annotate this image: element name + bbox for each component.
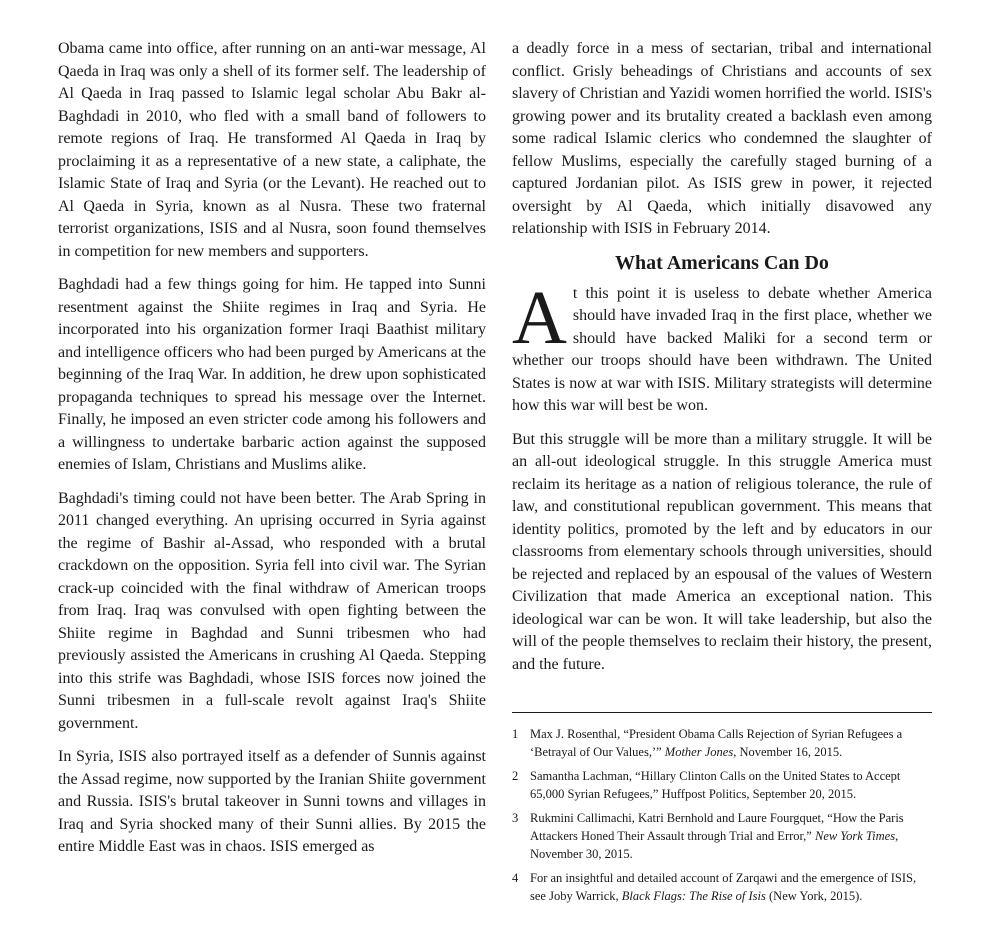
paragraph-syria: In Syria, ISIS also portrayed itself as a defender of Sunnis against the Assad regime, now supported by the Iranian Shiite government and Russia. ISIS's brutal takeover in Sunni towns and villages in Iraq and Syria shocked many of their Sunni allies. By 2015 the entire Middle East was in chaos. ISIS emerged as	[58, 748, 486, 855]
paragraph-dropcap	[512, 275, 932, 418]
footnote-number: 2	[512, 769, 519, 783]
left-column	[58, 38, 486, 870]
footnote-text: Samantha Lachman, “Hillary Clinton Calls on the United States to Accept 65,000 Syrian Refugees,” Huffpost Politics, September 20, 2015.	[530, 769, 901, 801]
footnote-number: 4	[512, 871, 519, 885]
paragraph-obama: Obama came into office, after running on an anti-war message, Al Qaeda in Iraq was only a shell of its former self. The leadership of Al Qaeda in Iraq passed to Islamic legal scholar Abu Bakr al-Baghdadi in 2010, who fled with a small band of followers to remote regions of Iraq. He transformed Al Qaeda in Iraq by proclaiming it as a representative of a new state, a caliphate, the Islamic State of Iraq and Syria (or the Levant). He reached out to Al Qaeda in Syria, known as al Nusra. These two fraternal terrorist organizations, ISIS and al Nusra, soon found themselves in competition for new members and supporters.	[58, 40, 486, 260]
footnote-title: Black Flags: The Rise of Isis	[621, 889, 766, 903]
section-heading: What Americans Can Do	[615, 251, 829, 274]
footnote-title: Mother Jones	[664, 745, 734, 759]
footnote-divider	[512, 712, 932, 713]
footnote	[512, 869, 932, 905]
footnote-text: Max J. Rosenthal, “President Obama Calls Rejection of Syrian Refugees a ‘Betrayal of Our Values,’” Mother Jones, November 16, 2015.	[530, 727, 903, 759]
paragraph-ideological-struggle: But this struggle will be more than a military struggle. It will be an all-out ideological struggle. In this struggle America must reclaim its heritage as a nation of religious tolerance, the rule of law, and constitutional republican government. This means that identity politics, promoted by the left and by educators in our classrooms from elementary schools through universities, should be rejected and replaced by an espousal of the values of Western Civilization that made America an exceptional nation. This ideological war can be won. It will take leadership, but also the will of the people themselves to reclaim their history, the present, and the future.	[512, 430, 932, 673]
footnote-title: New York Times	[814, 829, 896, 843]
footnote	[512, 725, 932, 761]
footnote-text: For an insightful and detailed account of Zarqawi and the emergence of ISIS, see Joby Warrick, Black Flags: The Rise of Isis (New York, 2015).	[530, 871, 917, 903]
drop-cap-letter: A	[512, 275, 567, 360]
paragraph-continuation: a deadly force in a mess of sectarian, tribal and international conflict. Grisly beheadings of Christians and accounts of sex slavery of Christian and Yazidi women horrified the world. ISIS's growing power and its brutality created a backlash even among some radical Islamic clerics who condemned the slaughter of fellow Muslims, especially the carefully staged burning of a captured Jordanian pilot. As ISIS grew in power, it rejected oversight by Al Qaeda, which initially disavowed any relationship with ISIS in February 2014.	[512, 40, 932, 237]
paragraph-baghdadi-timing: Baghdadi's timing could not have been better. The Arab Spring in 2011 changed everything. An uprising occurred in Syria against the regime of Bashir al-Assad, who responded with a brutal crackdown on the opposition. Syria fell into civil war. The Syrian crack-up coincided with the final withdraw of American troops from Iraq. Iraq was convulsed with open fighting between the Shiite regime in Baghdad and Sunni tribesmen who had previously assisted the Americans in crushing Al Qaeda. Stepping into this strife was Baghdadi, whose ISIS forces now joined the Sunni tribesmen in a full-scale revolt against Iraq's Shiite government.	[58, 489, 486, 732]
footnote-number: 1	[512, 727, 519, 741]
right-column	[512, 38, 932, 911]
footnote	[512, 809, 932, 863]
footnote	[512, 767, 932, 803]
footnote-text: Rukmini Callimachi, Katri Bernhold and Laure Fourgquet, “How the Paris Attackers Honed Their Assault through Trial and Error,” New York Times, November 30, 2015.	[530, 811, 904, 861]
paragraph-baghdadi-advantages: Baghdadi had a few things going for him. He tapped into Sunni resentment against the Shiite regimes in Iraq and Syria. He incorporated into his organization former Iraqi Baathist military and intelligence officers who had been purged by Americans at the beginning of the Iraq War. In addition, he drew upon sophisticated propaganda techniques to spread his message over the Internet. Finally, he imposed an even stricter code among his followers and a willingness to undertake barbaric action against the supposed enemies of Islam, Christians and Muslims alike.	[58, 276, 486, 473]
footnote-number: 3	[512, 811, 519, 825]
footnotes-list	[512, 725, 932, 905]
paragraph-dropcap-text: t this point it is useless to debate whether America should have invaded Iraq in the first place, whether we should have backed Maliki for a second term or whether our troops should have been withdrawn. The United States is now at war with ISIS. Military strategists will determine how this war will best be won.	[512, 284, 932, 414]
